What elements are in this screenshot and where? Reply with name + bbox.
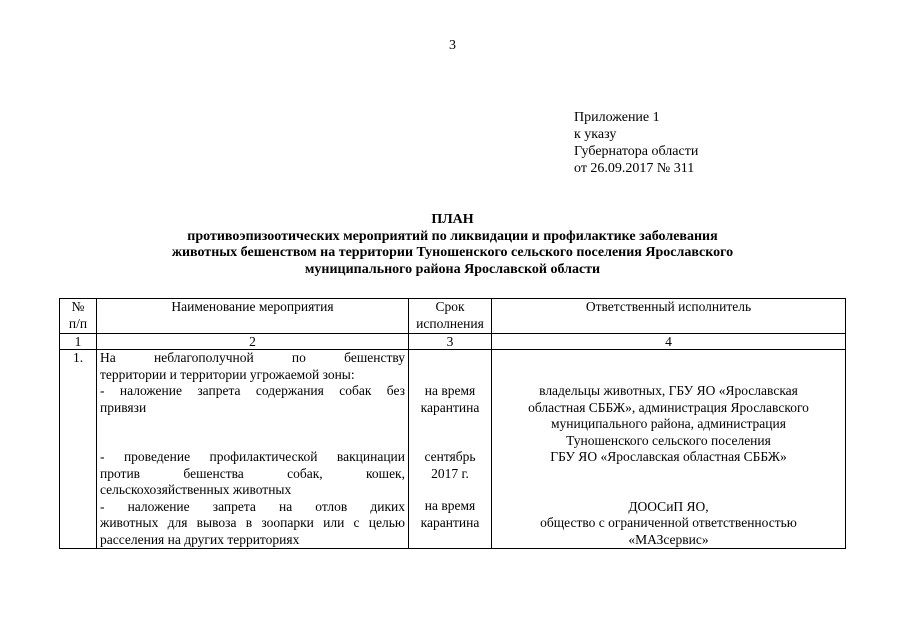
- term-text: карантина: [420, 514, 480, 530]
- measure-text: расселения на других территориях: [100, 531, 300, 547]
- measure-text: - наложение запрета содержания собак без: [100, 383, 405, 398]
- header-term-line: Срок: [435, 299, 465, 314]
- measure-text: сельскохозяйственных животных: [100, 482, 292, 497]
- executor-text: «МАЗсервис»: [628, 531, 709, 547]
- measure-text: привязи: [100, 399, 147, 415]
- row-terms: [409, 350, 492, 549]
- column-number: 4: [492, 334, 846, 350]
- column-number-row: [60, 334, 846, 350]
- term-text: карантина: [420, 399, 480, 415]
- header-number: [60, 299, 97, 334]
- spacer: [100, 416, 405, 449]
- spacer: [495, 466, 842, 499]
- column-number: 1: [60, 334, 97, 350]
- header-name: Наименование мероприятия: [97, 299, 409, 334]
- executor-text: муниципального района, администрация: [551, 416, 786, 431]
- term-text: 2017 г.: [431, 465, 469, 481]
- appendix-line: Приложение 1: [574, 110, 660, 125]
- measure-text: против бешенства собак, кошек,: [100, 465, 405, 481]
- measure-text: На неблагополучной по бешенству: [100, 350, 405, 365]
- executor-text: Туношенского сельского поселения: [566, 432, 771, 448]
- plan-table: [59, 298, 846, 549]
- title-heading: ПЛАН: [431, 212, 474, 227]
- table-header-row: [60, 299, 846, 334]
- table-row: [60, 350, 846, 549]
- term-text: сентябрь: [424, 449, 476, 464]
- measure-text: - наложение запрета на отлов диких: [100, 498, 405, 514]
- document-title: [0, 212, 905, 278]
- title-line: противоэпизоотических мероприятий по ликвидации и профилактике заболевания: [187, 228, 718, 244]
- appendix-line: к указу: [574, 127, 617, 142]
- executor-text: ДООСиП ЯО,: [628, 498, 709, 514]
- spacer: [412, 416, 488, 449]
- executor-text: общество с ограниченной ответственностью: [540, 515, 797, 530]
- measure-text: животных для вывоза в зоопарки или с целью: [100, 515, 405, 530]
- term-text: на время: [424, 498, 476, 513]
- title-line: животных бешенством на территории Туношенского сельского поселения Ярославского: [171, 245, 734, 260]
- title-line: муниципального района Ярославской области: [304, 261, 601, 277]
- executor-text: областная СББЖ», администрация Ярославского: [528, 399, 809, 415]
- row-executors: [492, 350, 846, 549]
- measure-text: - проведение профилактической вакцинации: [100, 449, 405, 464]
- appendix-reference: [574, 109, 698, 177]
- spacer: [412, 482, 488, 498]
- spacer: [412, 350, 488, 383]
- row-number: 1.: [60, 350, 97, 549]
- page-number: 3: [449, 38, 456, 53]
- column-number: 2: [97, 334, 409, 350]
- executor-text: ГБУ ЯО «Ярославская областная СББЖ»: [550, 449, 787, 464]
- appendix-line: Губернатора области: [574, 144, 699, 159]
- header-term-line: исполнения: [416, 315, 484, 331]
- header-executor: Ответственный исполнитель: [492, 299, 846, 334]
- spacer: [495, 350, 842, 383]
- appendix-line: от 26.09.2017 № 311: [574, 161, 695, 176]
- header-term: [409, 299, 492, 334]
- header-number-line: п/п: [68, 315, 88, 331]
- executor-text: владельцы животных, ГБУ ЯО «Ярославская: [539, 383, 798, 398]
- measure-text: территории и территории угрожаемой зоны:: [100, 366, 355, 382]
- term-text: на время: [424, 383, 476, 398]
- row-measures: [97, 350, 409, 549]
- header-number-line: №: [71, 299, 85, 314]
- column-number: 3: [409, 334, 492, 350]
